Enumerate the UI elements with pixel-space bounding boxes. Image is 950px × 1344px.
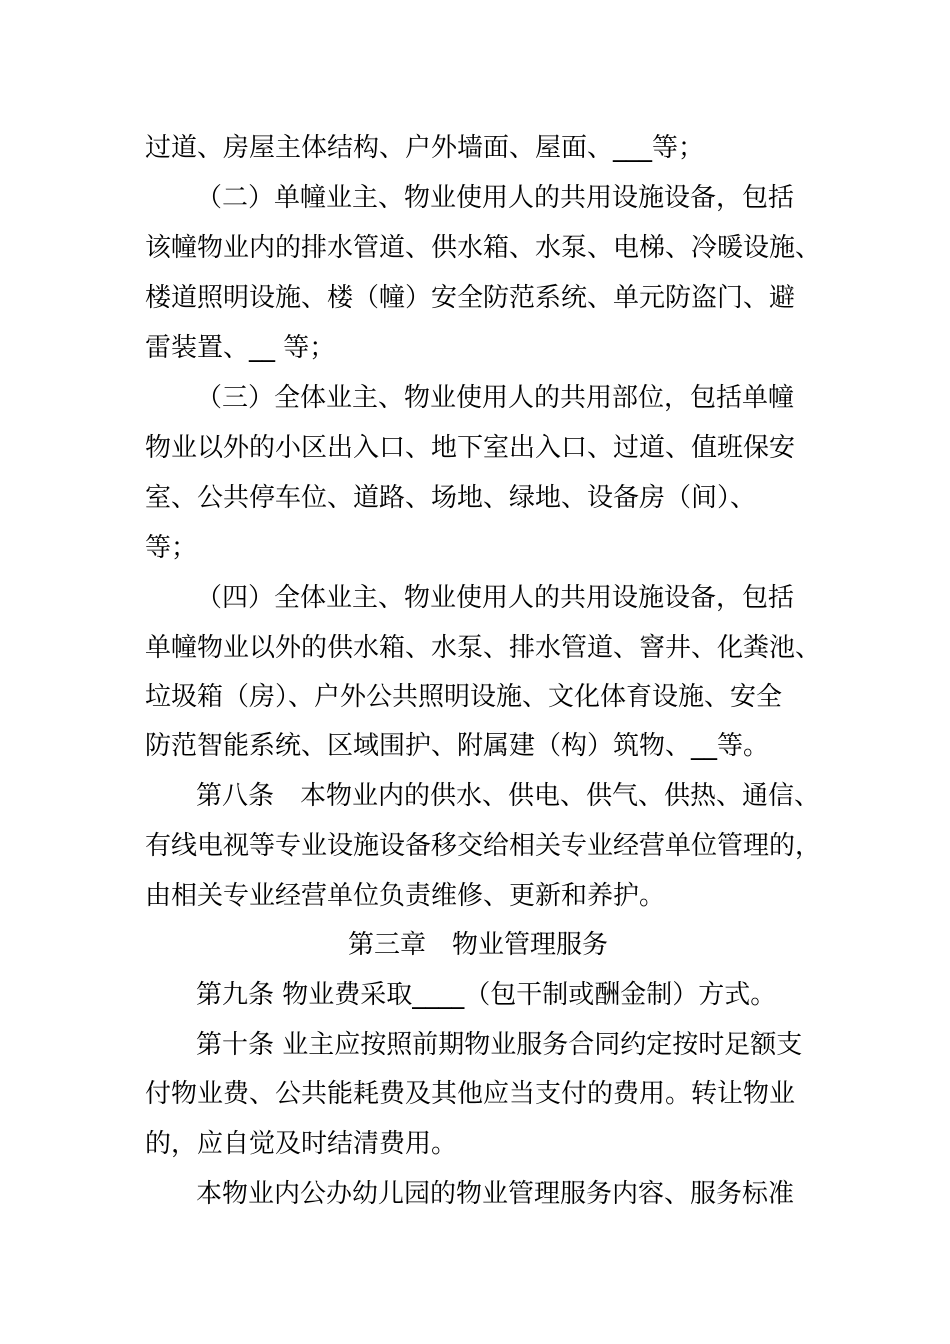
text-line: 楼道照明设施、楼（幢）安全防范系统、单元防盗门、避 bbox=[145, 283, 796, 313]
text-line: 雷装置、__ 等； bbox=[145, 333, 336, 363]
text-line: 室、公共停车位、道路、场地、绿地、设备房（间）、 bbox=[145, 483, 757, 513]
text-line: 物业以外的小区出入口、地下室出入口、过道、值班保安 bbox=[145, 433, 796, 463]
text-line: （二）单幢业主、物业使用人的共用设施设备，包括 bbox=[196, 183, 795, 213]
text-line: 付物业费、公共能耗费及其他应当支付的费用。转让物业 bbox=[145, 1079, 796, 1109]
text-line: 单幢物业以外的供水箱、水泵、排水管道、窨井、化粪池、 bbox=[145, 633, 822, 663]
text-line: （三）全体业主、物业使用人的共用部位，包括单幢 bbox=[196, 383, 795, 413]
text-line: 等； bbox=[145, 533, 198, 563]
text-line: 该幢物业内的排水管道、供水箱、水泵、电梯、冷暖设施、 bbox=[145, 233, 822, 263]
text-line: 本物业内公办幼儿园的物业管理服务内容、服务标准 bbox=[196, 1179, 795, 1209]
article-8-line: 第八条 本物业内的供水、供电、供气、供热、通信、 bbox=[196, 781, 821, 811]
text-line: 的，应自觉及时结清费用。 bbox=[145, 1129, 458, 1159]
text-line: 由相关专业经营单位负责维修、更新和养护。 bbox=[145, 881, 666, 911]
text-line: 有线电视等专业设施设备移交给相关专业经营单位管理的， bbox=[145, 831, 822, 861]
chapter-heading: 第三章 物业管理服务 bbox=[348, 930, 609, 960]
text-line: 垃圾箱（房）、户外公共照明设施、文化体育设施、安全 bbox=[145, 682, 783, 712]
article-10-line: 第十条 业主应按照前期物业服务合同约定按时足额支 bbox=[196, 1030, 803, 1060]
text-line: 防范智能系统、区域围护、附属建（构）筑物、__等。 bbox=[145, 731, 770, 761]
text-line: 过道、房屋主体结构、户外墙面、屋面、___等； bbox=[145, 133, 705, 163]
article-9-line: 第九条 物业费采取____（包干制或酬金制）方式。 bbox=[196, 980, 777, 1010]
text-line: （四）全体业主、物业使用人的共用设施设备，包括 bbox=[196, 583, 795, 613]
